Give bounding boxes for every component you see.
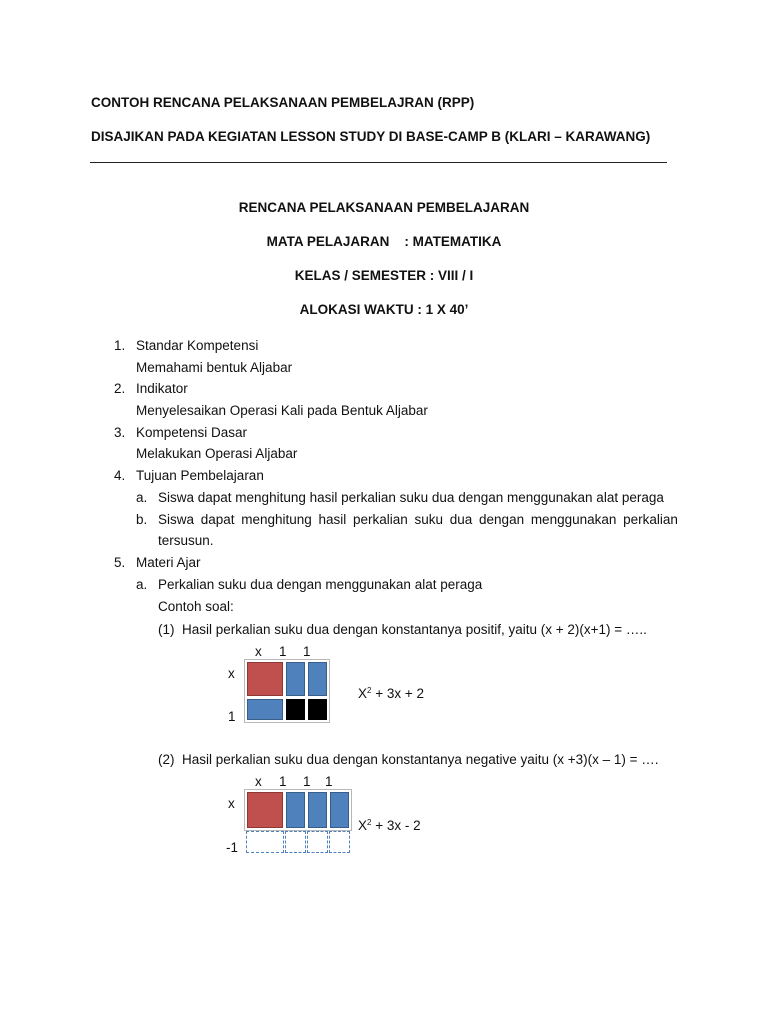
top-label-x: x	[255, 644, 262, 659]
top-label-1: 1	[279, 644, 287, 659]
section-number: 1.	[114, 338, 126, 353]
x-tile	[308, 662, 327, 696]
example-1-text: (1) Hasil perkalian suku dua dengan konstantanya positif, yaitu (x + 2)(x+1) = …..	[158, 622, 647, 637]
x-tile	[330, 792, 349, 828]
x-squared-tile	[247, 662, 283, 696]
word: menggunakan	[530, 512, 617, 527]
section-body: Memahami bentuk Aljabar	[136, 360, 293, 375]
result-rest: + 3x + 2	[371, 686, 425, 701]
negative-unit-tile	[285, 831, 306, 853]
example-2-text: (2) Hasil perkalian suku dua dengan konstantanya negative yaitu (x +3)(x – 1) = ….	[158, 752, 659, 767]
result-exponent: 2	[367, 818, 372, 827]
section-body: Menyelesaikan Operasi Kali pada Bentuk Aljabar	[136, 403, 428, 418]
section-heading-kompetensi-dasar: Kompetensi Dasar	[136, 425, 248, 440]
section-number: 5.	[114, 555, 126, 570]
header-divider	[90, 162, 667, 163]
section-number: 3.	[114, 425, 126, 440]
negative-x-tile	[246, 831, 284, 853]
top-label-x: x	[255, 774, 262, 789]
side-label-1: 1	[228, 709, 236, 724]
document-header-line2: DISAJIKAN PADA KEGIATAN LESSON STUDY DI BASE-CAMP B (KLARI – KARAWANG)	[91, 129, 651, 144]
page-title: RENCANA PELAKSANAAN PEMBELAJARAN	[238, 200, 530, 215]
side-label-x: x	[228, 666, 235, 681]
section-number: 2.	[114, 381, 126, 396]
subject-line: MATA PELAJARAN : MATEMATIKA	[266, 234, 502, 249]
section-heading-standar-kompetensi: Standar Kompetensi	[136, 338, 259, 353]
example-1-result	[358, 686, 424, 701]
goal-text-justified	[158, 512, 678, 527]
top-label-1: 1	[303, 774, 311, 789]
top-label-1: 1	[303, 644, 311, 659]
word: dengan	[479, 512, 525, 527]
result-base: X	[358, 686, 368, 701]
goal-letter: a.	[136, 490, 148, 505]
section-heading-tujuan-pembelajaran: Tujuan Pembelajaran	[136, 468, 264, 483]
example-2-result	[358, 818, 421, 833]
goal-text: Siswa dapat menghitung hasil perkalian suku dua dengan menggunakan alat peraga	[158, 490, 664, 505]
side-label-x: x	[228, 796, 235, 811]
section-number: 4.	[114, 468, 126, 483]
x-tile-horizontal	[247, 699, 283, 720]
negative-unit-tile	[307, 831, 328, 853]
word: suku	[414, 512, 444, 527]
word: dua	[449, 512, 473, 527]
document-header-line1: CONTOH RENCANA PELAKSANAAN PEMBELAJRAN (RPP)	[91, 95, 475, 110]
side-label-minus-1: -1	[226, 840, 239, 855]
x-tile	[308, 792, 327, 828]
top-label-1: 1	[325, 774, 333, 789]
material-letter: a.	[136, 577, 148, 592]
negative-unit-tile	[329, 831, 350, 853]
goal-text-continuation: tersusun.	[158, 533, 214, 548]
section-heading-materi-ajar: Materi Ajar	[136, 555, 201, 570]
x-tile	[286, 792, 305, 828]
time-allocation-line: ALOKASI WAKTU : 1 X 40’	[299, 302, 469, 317]
example-label: Contoh soal:	[158, 599, 234, 614]
unit-tile	[286, 699, 305, 720]
goal-letter: b.	[136, 512, 148, 527]
unit-tile	[308, 699, 327, 720]
section-body: Melakukan Operasi Aljabar	[136, 446, 298, 461]
result-base: X	[358, 818, 368, 833]
material-text: Perkalian suku dua dengan menggunakan alat peraga	[158, 577, 483, 592]
x-squared-tile	[247, 792, 283, 828]
section-heading-indikator: Indikator	[136, 381, 188, 396]
word: Siswa	[158, 512, 195, 527]
word: menghitung	[241, 512, 312, 527]
result-exponent: 2	[367, 686, 372, 695]
top-label-1: 1	[279, 774, 287, 789]
word: perkalian	[623, 512, 678, 527]
class-line: KELAS / SEMESTER : VIII / I	[294, 268, 474, 283]
x-tile	[286, 662, 305, 696]
word: perkalian	[353, 512, 408, 527]
result-rest: + 3x - 2	[371, 818, 421, 833]
word: dapat	[200, 512, 235, 527]
word: hasil	[318, 512, 347, 527]
